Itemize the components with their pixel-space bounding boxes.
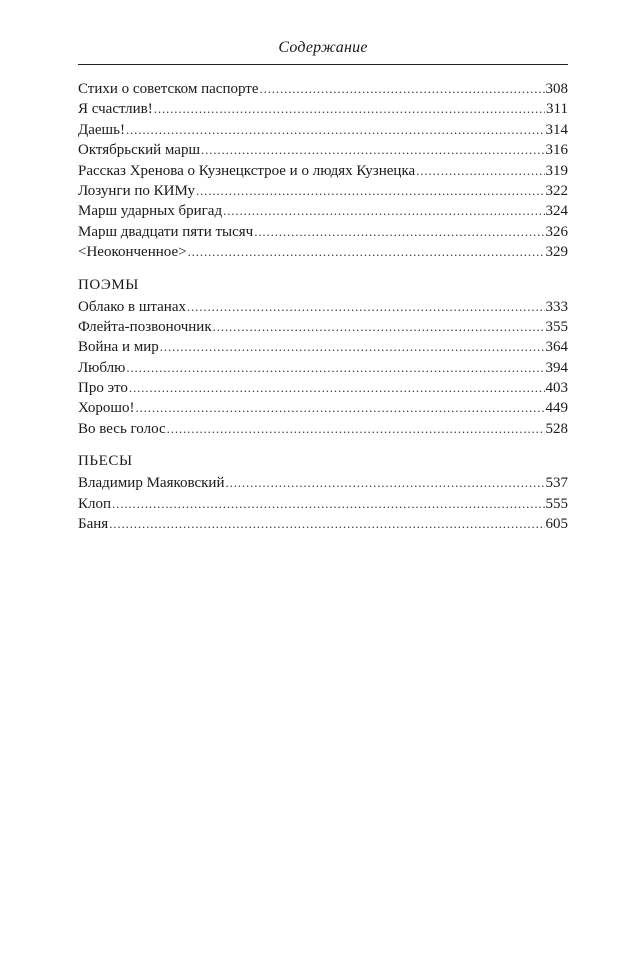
toc-entry — [78, 398, 568, 418]
dot-leader — [260, 79, 545, 99]
toc-entry-title: Люблю — [78, 359, 126, 376]
toc-entry-page: 316 — [545, 142, 568, 159]
toc-entry-title: Флейта-позвоночник — [78, 318, 212, 335]
toc-entry-title: Про это — [78, 380, 128, 397]
dot-leader — [201, 140, 545, 160]
toc-entry-page: 403 — [545, 380, 568, 397]
toc-group-long-poems — [78, 275, 568, 440]
toc-entry-page: 555 — [545, 495, 568, 512]
dot-leader — [254, 222, 544, 242]
toc-group-plays — [78, 451, 568, 534]
toc-entry-page: 326 — [545, 223, 568, 240]
toc-entry-page: 605 — [545, 516, 568, 533]
toc-entry-title: Я счастлив! — [78, 101, 153, 118]
toc-entry — [78, 337, 568, 357]
toc-entry-page: 324 — [545, 203, 568, 220]
toc-entry — [78, 514, 568, 534]
toc-entry-title: Стихи о советском паспорте — [78, 81, 259, 97]
toc-entry — [78, 297, 568, 317]
toc-entry — [78, 161, 568, 181]
dot-leader — [126, 358, 544, 378]
toc-entry-page: 333 — [545, 298, 568, 315]
toc-entry-page: 394 — [545, 359, 568, 376]
toc-entry-title: Война и мир — [78, 339, 159, 356]
dot-leader — [129, 378, 545, 398]
toc-entry — [78, 378, 568, 398]
toc-entry — [78, 79, 568, 99]
toc-entry — [78, 120, 568, 140]
dot-leader — [196, 181, 545, 201]
dot-leader — [160, 337, 545, 357]
section-heading-poems: ПОЭМЫ — [78, 276, 139, 293]
toc-entry — [78, 99, 568, 119]
toc-entry — [78, 494, 568, 514]
dot-leader — [154, 99, 545, 119]
toc-entry-page: 329 — [545, 244, 568, 261]
toc-entry-page: 314 — [545, 121, 568, 138]
dot-leader — [135, 398, 544, 418]
toc-entry-title: <Неоконченное> — [78, 244, 187, 261]
toc-entry-title: Рассказ Хренова о Кузнецкстрое и о людях Кузнецка — [78, 162, 416, 179]
dot-leader — [126, 120, 545, 140]
toc-entry — [78, 473, 568, 493]
dot-leader — [187, 297, 545, 317]
toc-entry-page: 449 — [545, 400, 568, 417]
toc-entry — [78, 317, 568, 337]
toc-entry-title: Клоп — [78, 495, 112, 512]
toc-entry — [78, 181, 568, 201]
toc-entry-title: Марш ударных бригад — [78, 203, 223, 220]
toc-entry-title: Владимир Маяковский — [78, 475, 225, 492]
toc-entry-title: Хорошо! — [78, 400, 135, 417]
toc-entry — [78, 419, 568, 439]
table-of-contents — [78, 79, 568, 534]
dot-leader — [109, 514, 544, 534]
toc-entry-title: Марш двадцати пяти тысяч — [78, 223, 254, 240]
dot-leader — [223, 201, 544, 221]
toc-entry-page: 311 — [546, 101, 568, 118]
dot-leader — [188, 242, 545, 262]
running-head-title: Содержание — [278, 39, 368, 56]
toc-entry-title: Баня — [78, 516, 109, 533]
toc-entry — [78, 222, 568, 242]
toc-entry-title: Облако в штанах — [78, 298, 186, 315]
toc-entry — [78, 140, 568, 160]
toc-entry-title: Во весь голос — [78, 420, 166, 437]
toc-entry-page: 322 — [545, 182, 568, 199]
toc-entry — [78, 358, 568, 378]
toc-group-poems-misc — [78, 79, 568, 263]
dot-leader — [112, 494, 544, 514]
toc-entry-page: 319 — [545, 162, 568, 179]
toc-entry-title: Даешь! — [78, 121, 125, 138]
dot-leader — [167, 419, 545, 439]
toc-entry-page: 308 — [545, 81, 568, 97]
toc-entry-page: 537 — [545, 475, 568, 492]
toc-entry — [78, 201, 568, 221]
toc-entry-title: Лозунги по КИМу — [78, 182, 195, 199]
dot-leader — [213, 317, 545, 337]
toc-entry-title: Октябрьский марш — [78, 142, 200, 159]
dot-leader — [416, 161, 544, 181]
toc-entry-page: 528 — [545, 420, 568, 437]
dot-leader — [226, 473, 545, 493]
toc-entry-page: 364 — [545, 339, 568, 356]
section-heading-plays: ПЬЕСЫ — [78, 453, 133, 470]
toc-entry — [78, 242, 568, 262]
header-rule — [78, 64, 568, 65]
toc-entry-page: 355 — [545, 318, 568, 335]
